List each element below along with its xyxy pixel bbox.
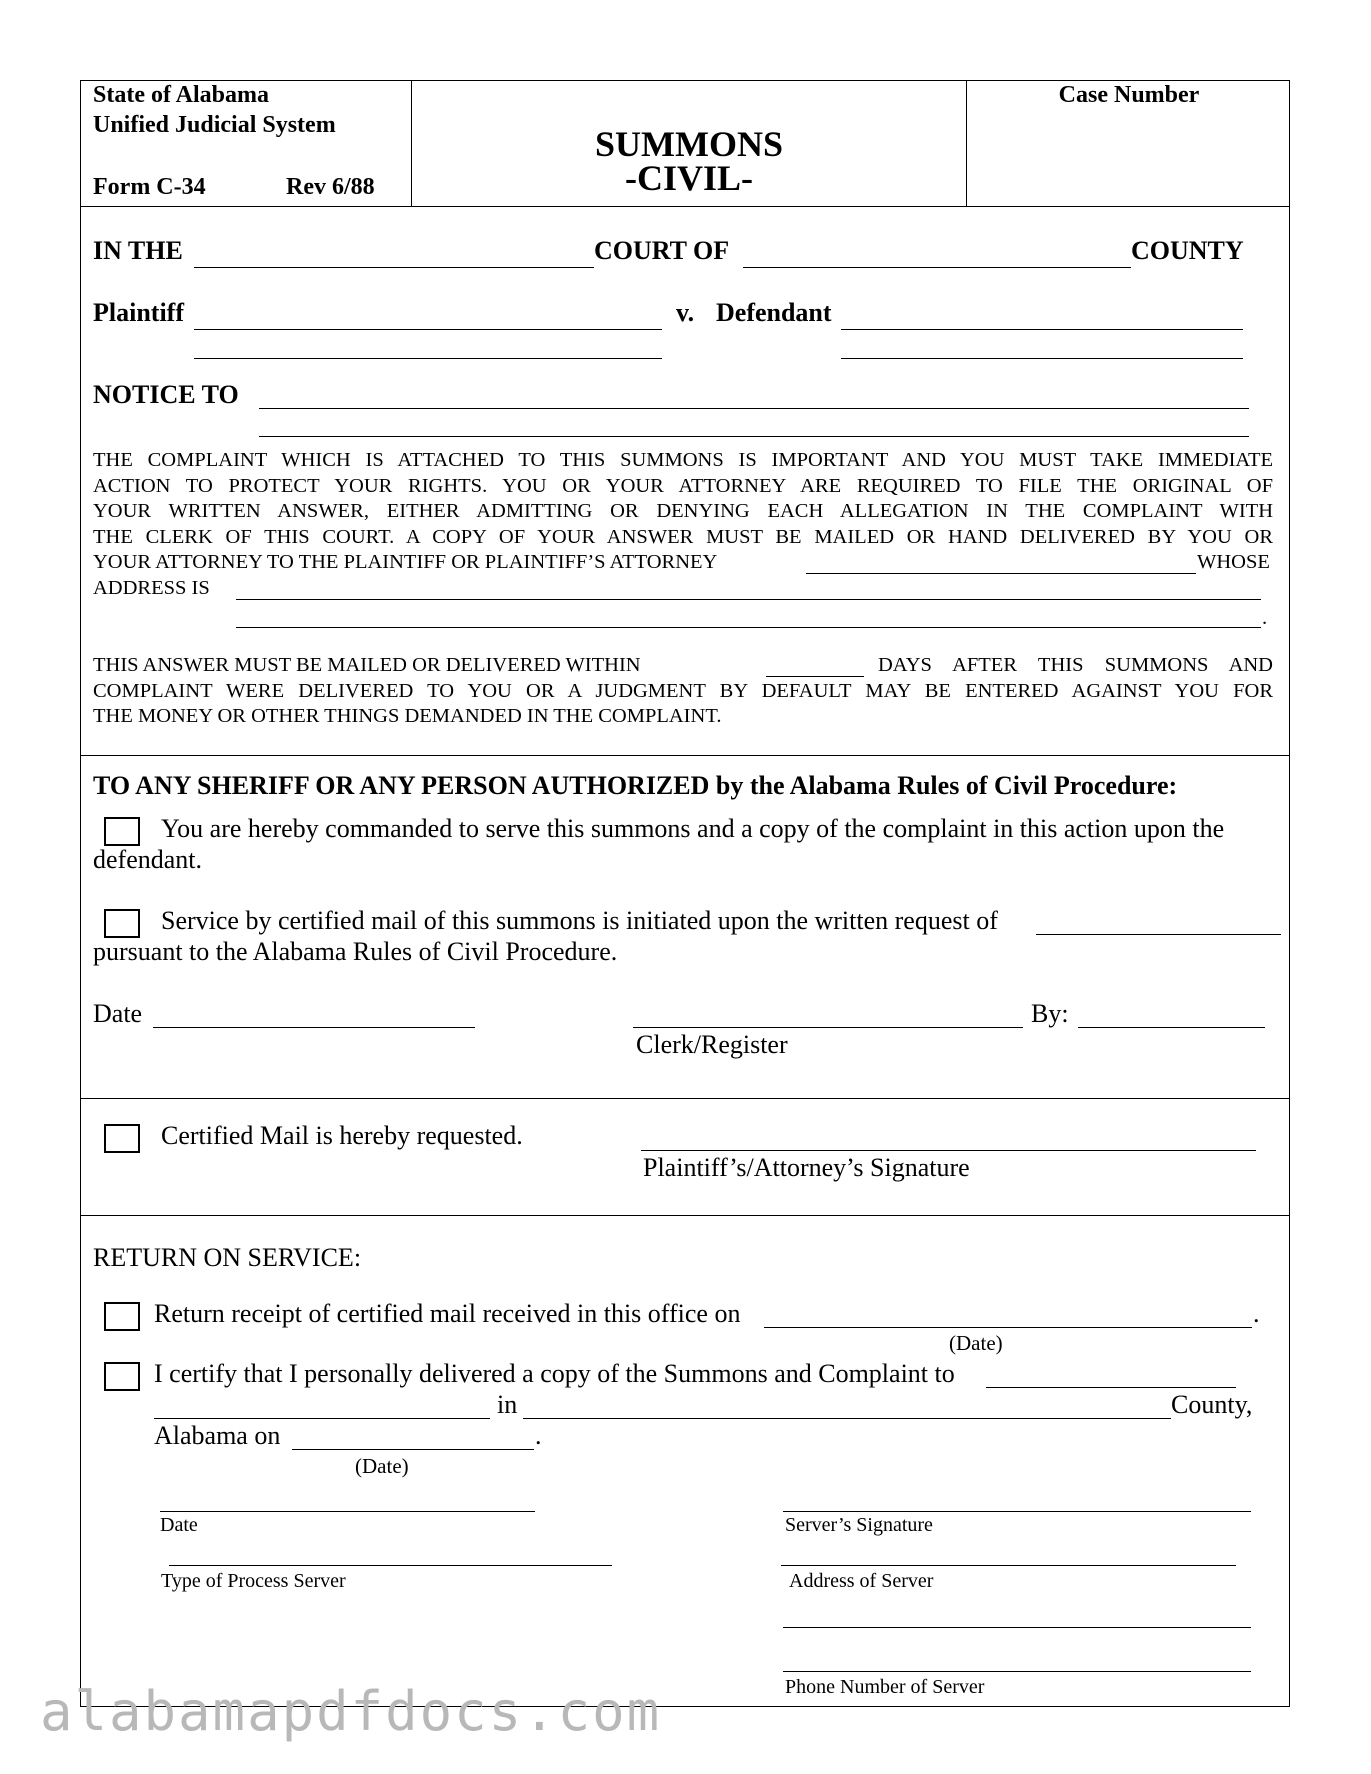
personal-delivery-checkbox[interactable] — [104, 1362, 140, 1391]
server-address-label: Address of Server — [789, 1570, 934, 1592]
address-is-label: ADDRESS IS — [93, 576, 210, 599]
site-watermark: alabamapdfdocs.com — [40, 1680, 662, 1743]
serve-text-line-1: You are hereby commanded to serve this summons and a copy of the complaint in this action upon the — [161, 814, 1225, 843]
form-header — [81, 81, 1289, 207]
versus-label: v. — [676, 298, 695, 327]
return-receipt-checkbox[interactable] — [104, 1302, 140, 1331]
court-name-field[interactable] — [194, 267, 594, 268]
notice-to-field-line2[interactable] — [259, 436, 1249, 437]
clerk-signature-field[interactable] — [633, 1027, 1023, 1028]
delivery-period: . — [535, 1421, 542, 1450]
serve-text-line-2: defendant. — [93, 845, 203, 874]
delivery-date-field[interactable] — [292, 1449, 534, 1450]
certified-service-text-line-2: pursuant to the Alabama Rules of Civil Procedure. — [93, 937, 618, 966]
summons-form — [80, 80, 1290, 1707]
return-receipt-date-field[interactable] — [764, 1327, 1252, 1328]
return-heading: RETURN ON SERVICE: — [93, 1243, 362, 1272]
return-receipt-label: Return receipt of certified mail received in this office on — [154, 1299, 741, 1328]
certified-mail-request-checkbox[interactable] — [104, 1124, 140, 1153]
delivered-to-field-line2[interactable] — [154, 1418, 490, 1419]
by-label: By: — [1031, 999, 1069, 1028]
answer-text-line-1-end: DAYS AFTER THIS SUMMONS AND — [878, 654, 1273, 676]
plaintiff-attorney-field[interactable] — [806, 573, 1196, 574]
return-date-field[interactable] — [160, 1511, 535, 1512]
attorney-address-field[interactable] — [236, 599, 1261, 600]
judicial-system: Unified Judicial System — [93, 112, 336, 138]
certified-service-text: Service by certified mail of this summons is initiated upon the written request of — [161, 906, 998, 935]
plaintiff-field[interactable] — [194, 329, 662, 330]
personal-delivery-label: I certify that I personally delivered a copy of the Summons and Complaint to — [154, 1359, 955, 1388]
answer-days-field[interactable] — [766, 676, 864, 677]
case-number-field[interactable] — [971, 116, 1283, 201]
plaintiff-attorney-signature-field[interactable] — [641, 1150, 1256, 1151]
delivery-date-hint: (Date) — [355, 1454, 409, 1478]
defendant-field-line2[interactable] — [841, 358, 1243, 359]
address-period: . — [1262, 607, 1268, 629]
certified-mail-request-label: Certified Mail is hereby requested. — [161, 1121, 523, 1150]
return-receipt-date-hint: (Date) — [949, 1331, 1003, 1355]
form-title: SUMMONS — [595, 124, 783, 164]
notice-text-line-1: THE COMPLAINT WHICH IS ATTACHED TO THIS SUMMONS IS IMPORTANT AND YOU MUST TAKE IMMEDIATE — [93, 449, 1273, 471]
notice-to-label: NOTICE TO — [93, 380, 239, 409]
return-receipt-period: . — [1253, 1299, 1260, 1328]
server-address-field-line2[interactable] — [783, 1627, 1251, 1628]
attorney-address-field-line2[interactable] — [236, 627, 1261, 628]
server-phone-label: Phone Number of Server — [785, 1676, 985, 1698]
section-divider-2 — [81, 1098, 1289, 1099]
server-phone-field[interactable] — [783, 1671, 1251, 1672]
notice-text-line-4: THE CLERK OF THIS COURT. A COPY OF YOUR ANSWER MUST BE MAILED OR HAND DELIVERED BY YOU OR — [93, 525, 1273, 548]
alabama-on-label: Alabama on — [154, 1421, 281, 1450]
server-signature-field[interactable] — [783, 1511, 1251, 1512]
notice-text-line-2: ACTION TO PROTECT YOUR RIGHTS. YOU OR YOUR ATTORNEY ARE REQUIRED TO FILE THE ORIGINAL OF — [93, 474, 1273, 497]
defendant-label: Defendant — [716, 298, 832, 327]
answer-text-line-3: THE MONEY OR OTHER THINGS DEMANDED IN THE COMPLAINT. — [93, 705, 722, 727]
return-date-label: Date — [160, 1514, 198, 1536]
form-number: Form C-34 — [93, 174, 206, 200]
section-divider-3 — [81, 1215, 1289, 1216]
certified-service-checkbox[interactable] — [104, 909, 140, 938]
section-divider-1 — [81, 755, 1289, 756]
whose-label: WHOSE — [1197, 551, 1270, 573]
notice-text-line-3: YOUR WRITTEN ANSWER, EITHER ADMITTING OR DENYING EACH ALLEGATION IN THE COMPLAINT WITH — [93, 500, 1273, 522]
answer-text-line-1-start: THIS ANSWER MUST BE MAILED OR DELIVERED WITHIN — [93, 654, 641, 676]
form-revision: Rev 6/88 — [286, 174, 375, 200]
server-signature-label: Server’s Signature — [785, 1514, 933, 1536]
process-server-type-field[interactable] — [169, 1565, 612, 1566]
clerk-register-label: Clerk/Register — [636, 1030, 788, 1059]
county-comma-label: County, — [1171, 1390, 1253, 1419]
plaintiff-attorney-signature-label: Plaintiff’s/Attorney’s Signature — [643, 1153, 970, 1182]
answer-text-line-2: COMPLAINT WERE DELIVERED TO YOU OR A JUDGMENT BY DEFAULT MAY BE ENTERED AGAINST YOU FOR — [93, 679, 1273, 702]
notice-text-line-5: YOUR ATTORNEY TO THE PLAINTIFF OR PLAINTIFF’S ATTORNEY — [93, 551, 718, 573]
in-label: in — [497, 1390, 518, 1419]
sheriff-date-field[interactable] — [153, 1027, 475, 1028]
delivered-to-field[interactable] — [986, 1387, 1236, 1388]
county-name-field[interactable] — [743, 267, 1131, 268]
serve-checkbox[interactable] — [104, 817, 140, 846]
certified-requester-field[interactable] — [1036, 934, 1281, 935]
by-field[interactable] — [1078, 1027, 1265, 1028]
court-of-label: COURT OF — [594, 236, 730, 265]
form-subtitle: -CIVIL- — [624, 158, 753, 198]
delivery-county-field[interactable] — [523, 1418, 1171, 1419]
state-name: State of Alabama — [93, 82, 269, 108]
sheriff-heading: TO ANY SHERIFF OR ANY PERSON AUTHORIZED by the Alabama Rules of Civil Procedure: — [93, 771, 1178, 800]
defendant-field[interactable] — [841, 329, 1243, 330]
case-number-label: Case Number — [1058, 82, 1200, 108]
county-label: COUNTY — [1131, 236, 1244, 265]
plaintiff-field-line2[interactable] — [194, 358, 662, 359]
server-address-field[interactable] — [781, 1565, 1236, 1566]
sheriff-date-label: Date — [93, 999, 143, 1028]
notice-to-field[interactable] — [259, 408, 1249, 409]
in-the-label: IN THE — [93, 236, 183, 265]
process-server-type-label: Type of Process Server — [161, 1570, 346, 1592]
plaintiff-label: Plaintiff — [93, 298, 184, 327]
